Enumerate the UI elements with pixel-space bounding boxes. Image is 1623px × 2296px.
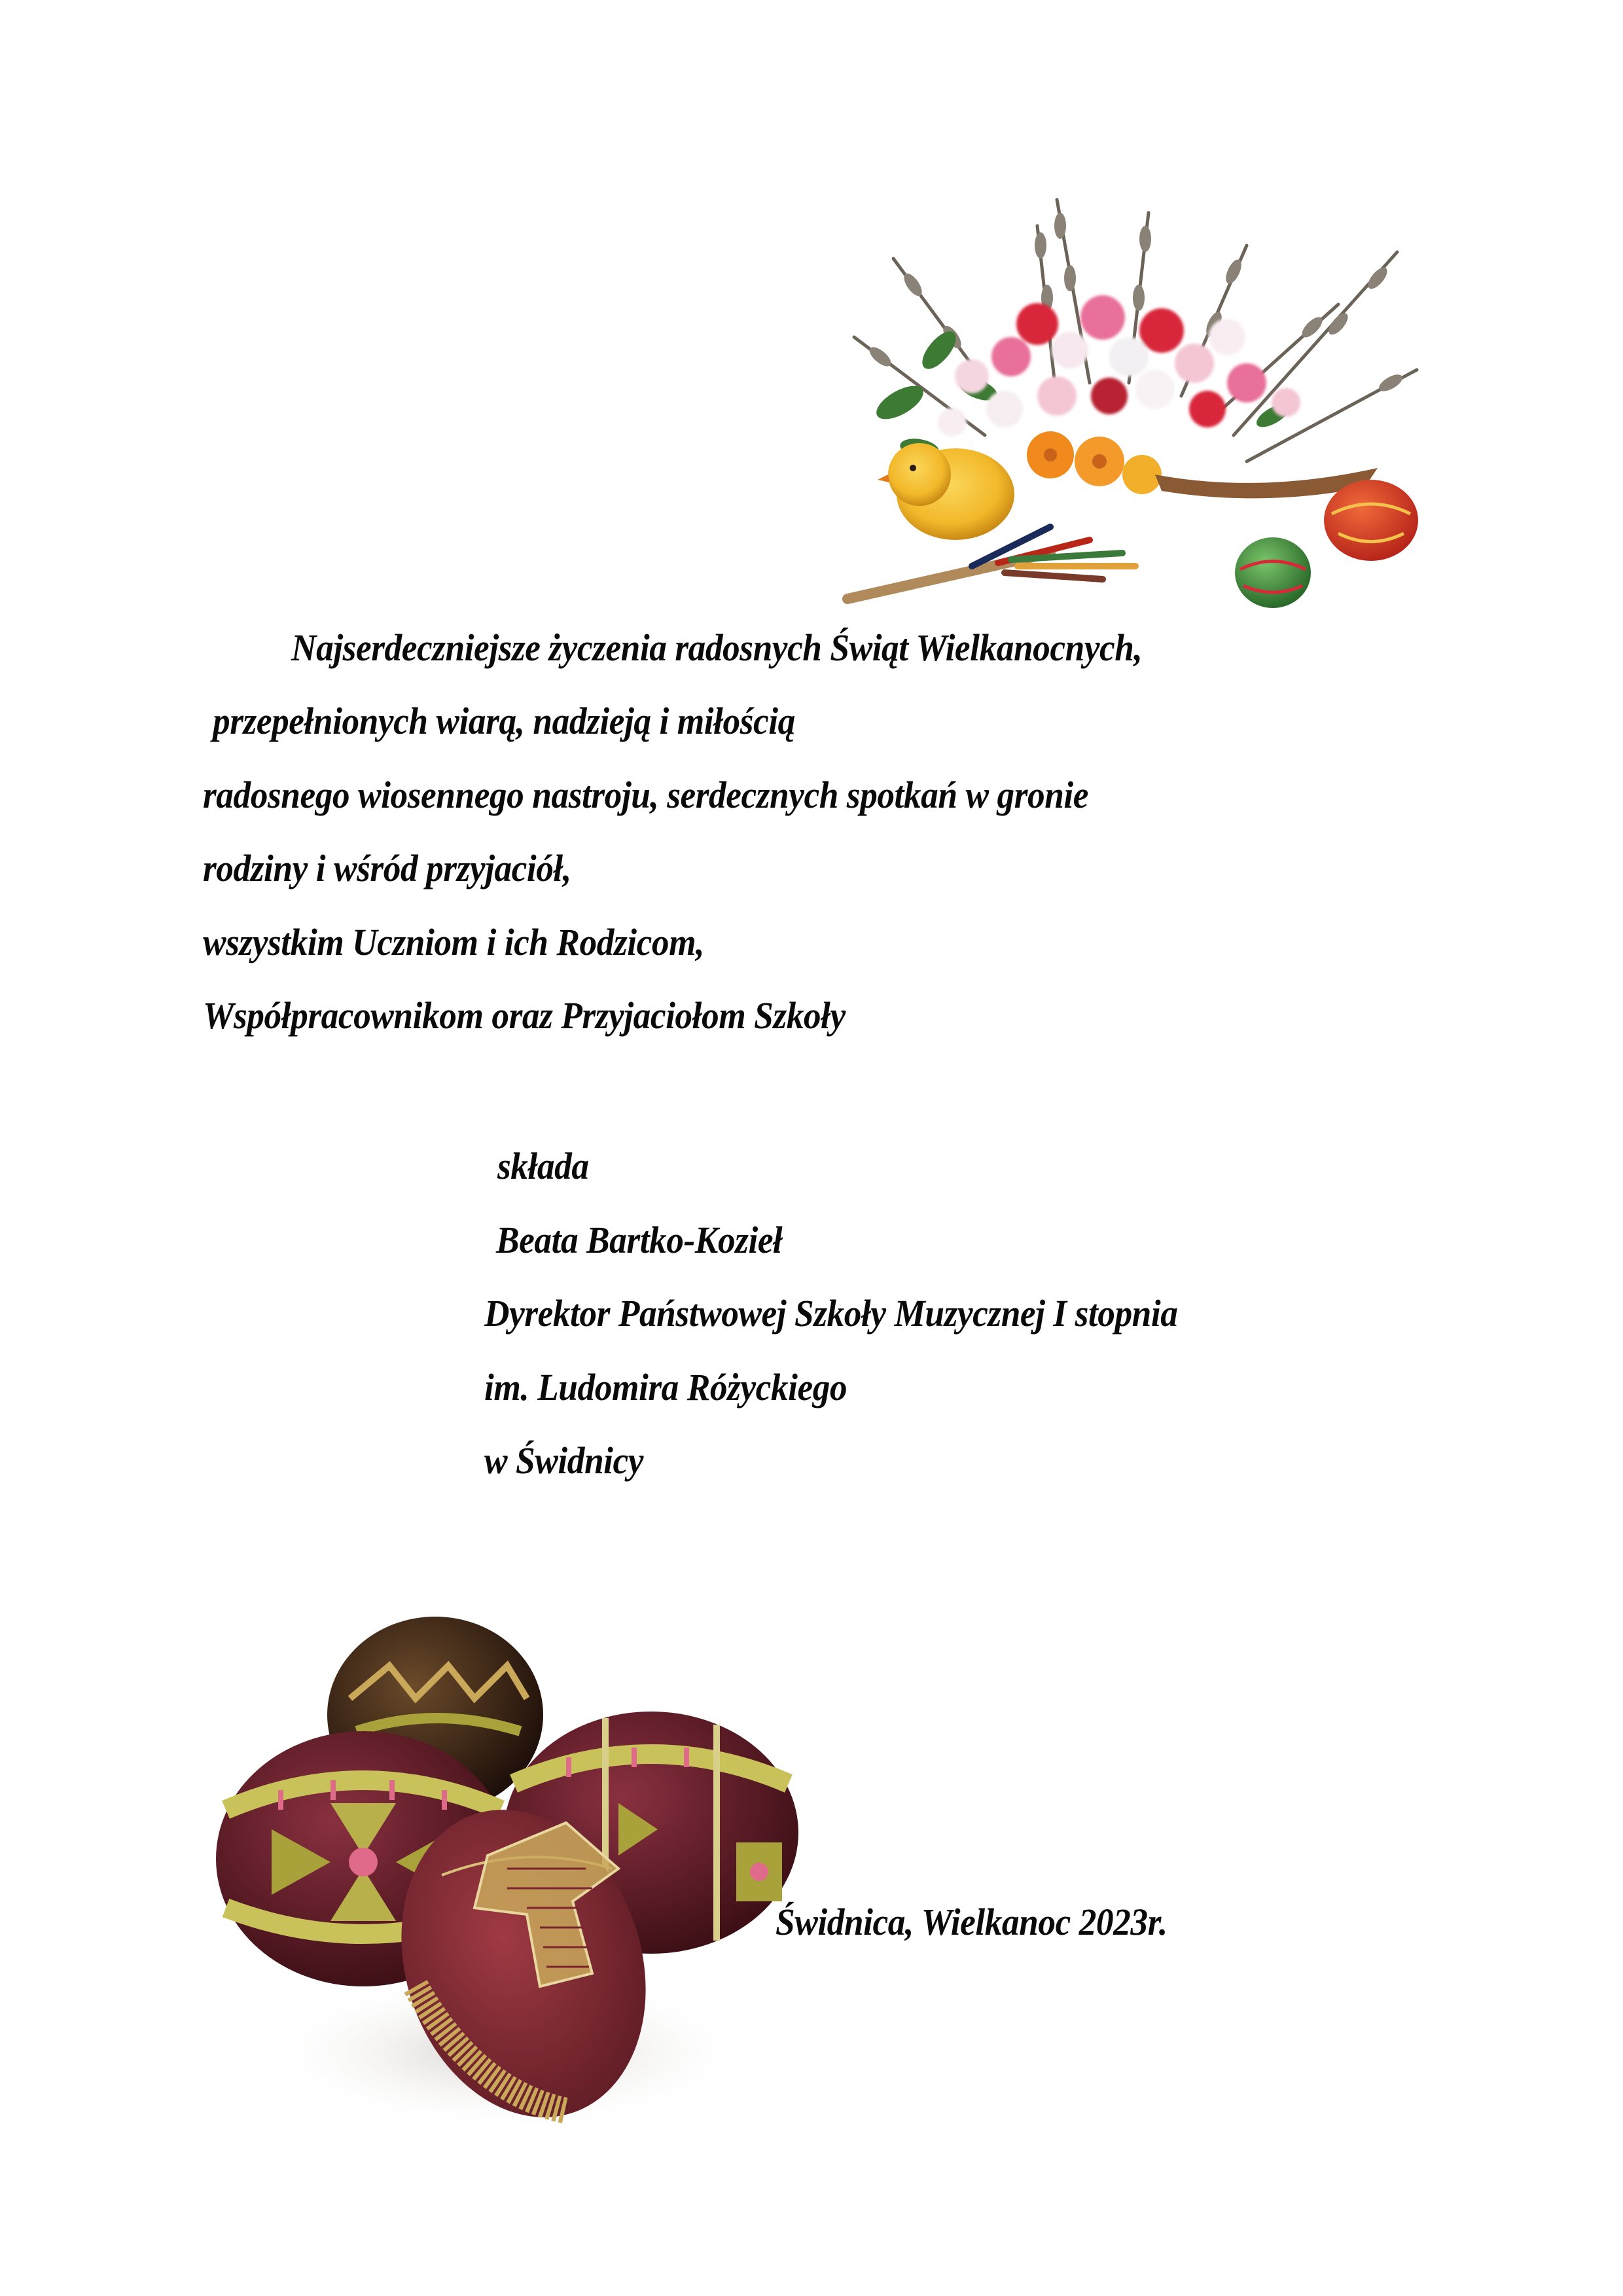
signature-city: w Świdnicy: [484, 1439, 643, 1482]
greeting-line-6: Współpracownikom oraz Przyjaciołom Szkoły: [203, 994, 846, 1037]
signature-patron: im. Ludomira Różyckiego: [484, 1366, 847, 1408]
greeting-line-5: wszystkim Uczniom i ich Rodzicom,: [203, 921, 705, 963]
signature-title: Dyrektor Państwowej Szkoły Muzycznej I stopnia: [484, 1292, 1178, 1335]
pysanky-eggs-image: [200, 1594, 821, 2157]
signature-verb: składa: [497, 1145, 589, 1187]
place-date: Świdnica, Wielkanoc 2023r.: [776, 1901, 1168, 1943]
greeting-line-3: radosnego wiosennego nastroju, serdecznych spotkań w gronie: [203, 774, 1089, 816]
greeting-line-2: przepełnionych wiarą, nadzieją i miłością: [213, 700, 795, 742]
greeting-line-4: rodziny i wśród przyjaciół,: [203, 847, 571, 889]
greeting-line-1: Najserdeczniejsze życzenia radosnych Świąt Wielkanocnych,: [291, 626, 1143, 669]
easter-bouquet-image: [841, 187, 1440, 612]
signature-name: Beata Bartko-Kozieł: [496, 1219, 783, 1261]
